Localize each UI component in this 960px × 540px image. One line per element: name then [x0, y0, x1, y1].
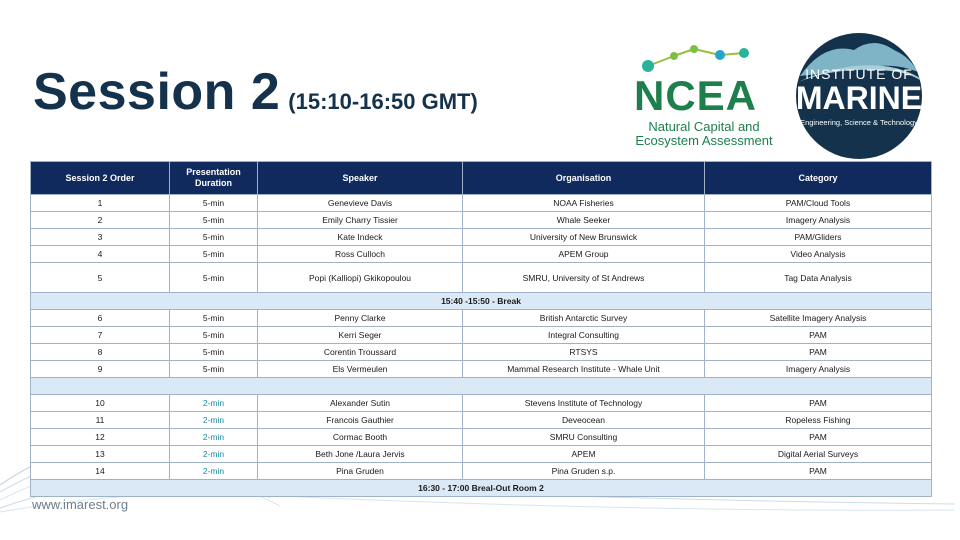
cell-organisation: British Antarctic Survey [463, 310, 705, 327]
break-label [31, 378, 932, 395]
cell-speaker: Kerri Seger [258, 327, 463, 344]
cell-speaker: Alexander Sutin [258, 395, 463, 412]
cell-category: PAM [705, 344, 932, 361]
imarest-logo [794, 32, 924, 160]
cell-order: 10 [31, 395, 170, 412]
cell-order: 5 [31, 263, 170, 293]
cell-order: 12 [31, 429, 170, 446]
cell-order: 9 [31, 361, 170, 378]
cell-organisation: APEM [463, 446, 705, 463]
cell-duration: 2-min [170, 463, 258, 480]
table-row [31, 310, 932, 327]
ncea-subtitle-line1: Natural Capital and [648, 119, 760, 134]
cell-speaker: Kate Indeck [258, 229, 463, 246]
table-row [31, 327, 932, 344]
cell-category: Ropeless Fishing [705, 412, 932, 429]
cell-order: 8 [31, 344, 170, 361]
cell-duration: 5-min [170, 361, 258, 378]
cell-category: Tag Data Analysis [705, 263, 932, 293]
session-table [30, 161, 932, 497]
table-row [31, 246, 932, 263]
cell-order: 2 [31, 212, 170, 229]
cell-duration: 5-min [170, 229, 258, 246]
cell-duration: 5-min [170, 263, 258, 293]
ncea-subtitle [634, 120, 774, 148]
header-category: Category [705, 162, 932, 195]
table-row [31, 412, 932, 429]
cell-speaker: Popi (Kalliopi) Gkikopoulou [258, 263, 463, 293]
break-label: 16:30 - 17:00 Breal-Out Room 2 [31, 480, 932, 497]
cell-organisation: Mammal Research Institute - Whale Unit [463, 361, 705, 378]
cell-category: Video Analysis [705, 246, 932, 263]
cell-speaker: Beth Jone /Laura Jervis [258, 446, 463, 463]
cell-duration: 5-min [170, 344, 258, 361]
table-row [31, 212, 932, 229]
table-body [31, 195, 932, 497]
cell-duration: 2-min [170, 412, 258, 429]
ncea-logo [620, 44, 780, 154]
cell-speaker: Francois Gauthier [258, 412, 463, 429]
cell-order: 1 [31, 195, 170, 212]
cell-organisation: Integral Consulting [463, 327, 705, 344]
cell-speaker: Emily Charry Tissier [258, 212, 463, 229]
imarest-line3: Engineering, Science & Technology [800, 118, 918, 127]
session-time: (15:10-16:50 GMT) [288, 89, 478, 114]
cell-speaker: Cormac Booth [258, 429, 463, 446]
cell-duration: 2-min [170, 395, 258, 412]
cell-category: Imagery Analysis [705, 212, 932, 229]
imarest-line1: INSTITUTE OF [805, 66, 913, 82]
cell-speaker: Els Vermeulen [258, 361, 463, 378]
cell-organisation: Pina Gruden s.p. [463, 463, 705, 480]
break-label: 15:40 -15:50 - Break [31, 293, 932, 310]
break-row [31, 378, 932, 395]
header-organisation: Organisation [463, 162, 705, 195]
network-icon [638, 44, 768, 74]
cell-order: 13 [31, 446, 170, 463]
table-row [31, 344, 932, 361]
cell-order: 6 [31, 310, 170, 327]
ncea-wordmark: NCEA [634, 72, 758, 119]
break-row [31, 480, 932, 497]
table-row [31, 229, 932, 246]
table-row [31, 395, 932, 412]
cell-category: Digital Aerial Surveys [705, 446, 932, 463]
table-header-row [31, 162, 932, 195]
cell-category: PAM [705, 429, 932, 446]
cell-duration: 5-min [170, 246, 258, 263]
cell-speaker: Ross Culloch [258, 246, 463, 263]
cell-category: Satellite Imagery Analysis [705, 310, 932, 327]
header-order: Session 2 Order [31, 162, 170, 195]
cell-organisation: SMRU Consulting [463, 429, 705, 446]
imarest-line2: MARINE [795, 80, 923, 116]
cell-speaker: Penny Clarke [258, 310, 463, 327]
slide-title [33, 62, 478, 122]
cell-duration: 2-min [170, 429, 258, 446]
cell-order: 3 [31, 229, 170, 246]
table-row [31, 361, 932, 378]
cell-category: PAM/Gliders [705, 229, 932, 246]
cell-organisation: Stevens Institute of Technology [463, 395, 705, 412]
cell-duration: 5-min [170, 327, 258, 344]
cell-organisation: Whale Seeker [463, 212, 705, 229]
cell-organisation: University of New Brunswick [463, 229, 705, 246]
table-row [31, 446, 932, 463]
cell-organisation: APEM Group [463, 246, 705, 263]
table-row [31, 195, 932, 212]
cell-organisation: SMRU, University of St Andrews [463, 263, 705, 293]
table-row [31, 263, 932, 293]
header-speaker: Speaker [258, 162, 463, 195]
session-title: Session 2 [33, 63, 281, 121]
cell-category: PAM [705, 395, 932, 412]
cell-organisation: Deveocean [463, 412, 705, 429]
table-row [31, 463, 932, 480]
ncea-subtitle-line2: Ecosystem Assessment [635, 133, 773, 148]
table-row [31, 429, 932, 446]
cell-speaker: Pina Gruden [258, 463, 463, 480]
cell-order: 4 [31, 246, 170, 263]
cell-category: PAM [705, 327, 932, 344]
cell-category: PAM [705, 463, 932, 480]
cell-organisation: RTSYS [463, 344, 705, 361]
cell-category: Imagery Analysis [705, 361, 932, 378]
cell-duration: 5-min [170, 195, 258, 212]
cell-order: 11 [31, 412, 170, 429]
cell-category: PAM/Cloud Tools [705, 195, 932, 212]
cell-duration: 5-min [170, 212, 258, 229]
cell-order: 7 [31, 327, 170, 344]
header-duration: Presentation Duration [170, 162, 258, 195]
break-row [31, 293, 932, 310]
footer-url[interactable]: www.imarest.org [32, 497, 129, 512]
cell-duration: 2-min [170, 446, 258, 463]
cell-organisation: NOAA Fisheries [463, 195, 705, 212]
cell-order: 14 [31, 463, 170, 480]
cell-speaker: Genevieve Davis [258, 195, 463, 212]
cell-speaker: Corentin Troussard [258, 344, 463, 361]
cell-duration: 5-min [170, 310, 258, 327]
